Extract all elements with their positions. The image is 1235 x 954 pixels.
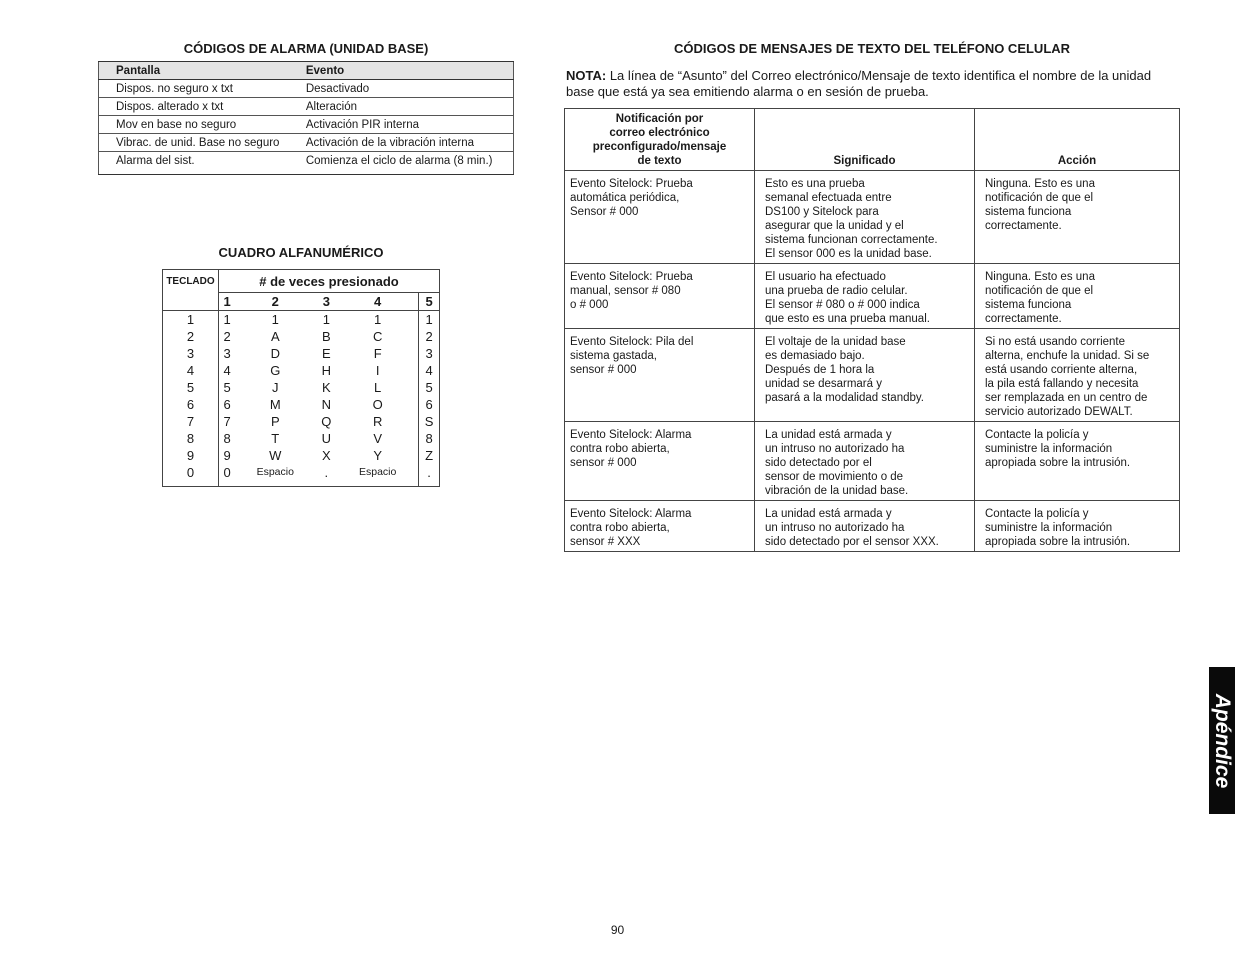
key-character: . — [324, 465, 329, 480]
key-character: K — [321, 380, 331, 395]
column-header-pantalla: Pantalla — [99, 62, 299, 80]
cell-line: notificación de que el — [985, 192, 1094, 204]
header-row — [565, 109, 1180, 171]
presses-header: # de veces presionado — [219, 270, 440, 293]
key-character: 3 — [425, 346, 433, 361]
appendix-tab-label: Apéndice — [1211, 693, 1234, 788]
key-character: A — [270, 329, 280, 344]
key-character: 1 — [322, 312, 330, 327]
cell-line: pasará a la modalidad standby. — [765, 392, 924, 404]
key-character: 8 — [223, 431, 231, 446]
cell-line: La unidad está armada y — [765, 429, 892, 441]
cell-line: un intruso no autorizado ha — [765, 443, 905, 455]
cell-line: Ninguna. Esto es una — [985, 178, 1095, 190]
cell-line: Evento Sitelock: Alarma — [570, 429, 692, 441]
table-row — [163, 362, 440, 379]
cell-line: Ninguna. Esto es una — [985, 271, 1095, 283]
key-character: 9 — [223, 448, 231, 463]
alpha-table-body — [163, 311, 440, 487]
cell-line: Sensor # 000 — [570, 206, 639, 218]
header-line: correo electrónico — [609, 127, 710, 139]
table-row — [565, 501, 1180, 552]
key-character: Q — [321, 414, 332, 429]
table-row — [565, 329, 1180, 422]
keypad-key: 0 — [163, 464, 219, 487]
alarm-codes-title: CÓDIGOS DE ALARMA (UNIDAD BASE) — [183, 41, 429, 56]
key-character: 0 — [223, 465, 231, 480]
cell-line: correctamente. — [985, 220, 1062, 232]
action-cell — [975, 422, 1180, 501]
cell-line: El usuario ha efectuado — [765, 271, 886, 283]
keypad-key: 1 — [163, 311, 219, 329]
cell-line: sensor # 000 — [570, 457, 637, 469]
cell-line: o # 000 — [570, 299, 609, 311]
notification-cell — [565, 501, 755, 552]
notification-cell — [565, 171, 755, 264]
cell-line: sensor de movimiento o de — [765, 471, 904, 483]
table-row — [99, 80, 514, 98]
cell-line: está usando corriente alterna, — [985, 364, 1138, 376]
cell-line: una prueba de radio celular. — [765, 285, 908, 297]
key-character: X — [321, 448, 331, 463]
cell-line: Evento Sitelock: Pila del — [570, 336, 694, 348]
meaning-cell — [755, 329, 975, 422]
key-character: 1 — [337, 311, 418, 329]
key-character: Z — [425, 448, 434, 463]
table-cell: Alteración — [299, 98, 514, 116]
key-character: M — [269, 397, 281, 412]
notification-cell — [565, 264, 755, 329]
meaning-cell — [755, 171, 975, 264]
cell-line: la pila está fallando y necesita — [985, 378, 1139, 390]
key-character: L — [337, 379, 418, 396]
cell-line: manual, sensor # 080 — [570, 285, 681, 297]
table-row — [163, 396, 440, 413]
cell-line: un intruso no autorizado ha — [765, 522, 905, 534]
action-cell — [975, 501, 1180, 552]
press-count: 4 — [337, 293, 418, 311]
key-character: W — [269, 448, 282, 463]
press-count: 3 — [315, 293, 337, 311]
key-character: V — [337, 430, 418, 447]
key-character: 2 — [425, 329, 433, 344]
key-character: 5 — [425, 380, 433, 395]
cell-line: sensor # XXX — [570, 536, 641, 548]
key-character: 4 — [223, 363, 231, 378]
table-row — [99, 98, 514, 116]
note-paragraph — [566, 68, 1181, 99]
header-line: Significado — [833, 155, 896, 167]
key-character: T — [271, 431, 280, 446]
table-row — [99, 116, 514, 134]
key-character: 7 — [223, 414, 231, 429]
key-character: J — [272, 380, 279, 395]
key-character: . — [427, 465, 431, 480]
cell-line: apropiada sobre la intrusión. — [985, 536, 1131, 548]
cell-line: sistema funciona — [985, 299, 1072, 311]
header-line: Notificación por — [615, 113, 704, 125]
action-cell — [975, 171, 1180, 264]
column-header — [565, 109, 755, 171]
key-character: 8 — [425, 431, 433, 446]
key-character: R — [337, 413, 418, 430]
header-line: Acción — [1057, 155, 1097, 167]
column-header — [975, 109, 1180, 171]
note-text: La línea de “Asunto” del Correo electrónico/Mensaje de texto identifica el nombre de la unidad base que está ya sea emitiendo alarma o en sesión de prueba. — [566, 68, 1152, 99]
cell-line: DS100 y Sitelock para — [765, 206, 879, 218]
cell-line: sido detectado por el — [765, 457, 872, 469]
key-character: 2 — [223, 329, 231, 344]
table-row — [163, 311, 440, 329]
key-character: O — [337, 396, 418, 413]
key-character: Espacio — [256, 466, 294, 478]
cell-line: sido detectado por el sensor XXX. — [765, 536, 939, 548]
cell-line: servicio autorizado DEWALT. — [985, 406, 1133, 418]
table-row — [163, 464, 440, 487]
key-character: D — [270, 346, 280, 361]
header-line: preconfigurado/mensaje — [592, 141, 727, 153]
key-character: F — [337, 345, 418, 362]
cell-line: Evento Sitelock: Alarma — [570, 508, 692, 520]
keypad-key: 6 — [163, 396, 219, 413]
cell-line: sistema gastada, — [570, 350, 657, 362]
table-cell: Comienza el ciclo de alarma (8 min.) — [299, 152, 514, 175]
cell-line: suministre la información — [985, 443, 1113, 455]
cell-line: asegurar que la unidad y el — [765, 220, 904, 232]
keypad-key: 4 — [163, 362, 219, 379]
cell-line: vibración de la unidad base. — [765, 485, 909, 497]
cell-line: semanal efectuada entre — [765, 192, 892, 204]
key-character: B — [321, 329, 331, 344]
cell-line: que esto es una prueba manual. — [765, 313, 930, 325]
key-character: Espacio — [337, 464, 418, 487]
text-messages-header — [565, 109, 1180, 171]
cell-line: El voltaje de la unidad base — [765, 336, 906, 348]
blank-header — [163, 293, 219, 311]
notification-cell — [565, 422, 755, 501]
cell-line: Contacte la policía y — [985, 508, 1089, 520]
cell-line: alterna, enchufe la unidad. Si se — [985, 350, 1150, 362]
table-cell: Activación PIR interna — [299, 116, 514, 134]
key-character: 6 — [223, 397, 231, 412]
column-header — [755, 109, 975, 171]
text-messages-table — [564, 108, 1180, 552]
table-cell: Alarma del sist. — [99, 152, 299, 175]
table-cell: Mov en base no seguro — [99, 116, 299, 134]
table-row — [163, 345, 440, 362]
keypad-key: 5 — [163, 379, 219, 396]
keypad-key: 8 — [163, 430, 219, 447]
key-character: 4 — [425, 363, 433, 378]
cell-line: automática periódica, — [570, 192, 680, 204]
meaning-cell — [755, 264, 975, 329]
meaning-cell — [755, 501, 975, 552]
key-character: 6 — [425, 397, 433, 412]
table-row — [163, 430, 440, 447]
table-row — [99, 134, 514, 152]
header-line: de texto — [637, 155, 682, 167]
teclado-header: TECLADO — [163, 270, 219, 293]
alarm-codes-table — [98, 61, 514, 175]
cell-line: Esto es una prueba — [765, 178, 865, 190]
key-character: U — [321, 431, 332, 446]
notification-cell — [565, 329, 755, 422]
cell-line: unidad se desarmará y — [765, 378, 882, 390]
alarm-table-header-row — [99, 62, 514, 80]
key-character: H — [321, 363, 332, 378]
table-row — [565, 264, 1180, 329]
cell-line: correctamente. — [985, 313, 1062, 325]
page-number: 90 — [610, 923, 625, 937]
key-character: S — [424, 414, 434, 429]
alphanumeric-table — [162, 269, 440, 487]
table-row — [163, 413, 440, 430]
cell-line: es demasiado bajo. — [765, 350, 865, 362]
cell-line: El sensor 000 es la unidad base. — [765, 248, 932, 260]
press-count: 2 — [235, 293, 315, 311]
action-cell — [975, 264, 1180, 329]
table-row — [163, 328, 440, 345]
keypad-key: 9 — [163, 447, 219, 464]
key-character: E — [321, 346, 331, 361]
cell-line: sensor # 000 — [570, 364, 637, 376]
key-character: 3 — [223, 346, 231, 361]
table-row — [565, 422, 1180, 501]
key-character: G — [270, 363, 281, 378]
cell-line: Evento Sitelock: Prueba — [570, 178, 693, 190]
alpha-chart-title: CUADRO ALFANUMÉRICO — [218, 245, 384, 260]
cell-line: Contacte la policía y — [985, 429, 1089, 441]
cell-line: Si no está usando corriente — [985, 336, 1126, 348]
column-header-evento: Evento — [299, 62, 514, 80]
cell-line: notificación de que el — [985, 285, 1094, 297]
cell-line: sistema funciona — [985, 206, 1072, 218]
press-count: 1 — [219, 293, 236, 311]
table-row — [99, 152, 514, 175]
text-messages-title: CÓDIGOS DE MENSAJES DE TEXTO DEL TELÉFONO CELULAR — [673, 41, 1071, 56]
key-character: 1 — [425, 312, 433, 327]
key-character: C — [337, 328, 418, 345]
meaning-cell — [755, 422, 975, 501]
table-cell: Dispos. alterado x txt — [99, 98, 299, 116]
key-character: 1 — [271, 312, 279, 327]
key-character: N — [321, 397, 332, 412]
text-messages-body — [565, 171, 1180, 552]
key-character: 1 — [223, 312, 231, 327]
press-count: 5 — [419, 293, 440, 311]
cell-line: ser remplazada en un centro de — [985, 392, 1148, 404]
table-cell: Vibrac. de unid. Base no seguro — [99, 134, 299, 152]
press-count-row — [163, 293, 440, 311]
table-cell: Activación de la vibración interna — [299, 134, 514, 152]
alpha-table-header-row — [163, 270, 440, 293]
table-row — [163, 447, 440, 464]
keypad-key: 2 — [163, 328, 219, 345]
cell-line: Después de 1 hora la — [765, 364, 875, 376]
keypad-key: 3 — [163, 345, 219, 362]
note-label: NOTA: — [566, 68, 607, 83]
key-character: 5 — [223, 380, 231, 395]
cell-line: El sensor # 080 o # 000 indica — [765, 299, 920, 311]
key-character: Y — [337, 447, 418, 464]
table-cell: Desactivado — [299, 80, 514, 98]
keypad-key: 7 — [163, 413, 219, 430]
cell-line: sistema funcionan correctamente. — [765, 234, 938, 246]
table-row — [565, 171, 1180, 264]
key-character: I — [337, 362, 418, 379]
action-cell — [975, 329, 1180, 422]
cell-line: contra robo abierta, — [570, 443, 670, 455]
table-row — [163, 379, 440, 396]
appendix-side-tab — [1209, 667, 1235, 814]
cell-line: contra robo abierta, — [570, 522, 670, 534]
cell-line: Evento Sitelock: Prueba — [570, 271, 693, 283]
table-cell: Dispos. no seguro x txt — [99, 80, 299, 98]
cell-line: suministre la información — [985, 522, 1113, 534]
cell-line: La unidad está armada y — [765, 508, 892, 520]
key-character: P — [270, 414, 280, 429]
cell-line: apropiada sobre la intrusión. — [985, 457, 1131, 469]
